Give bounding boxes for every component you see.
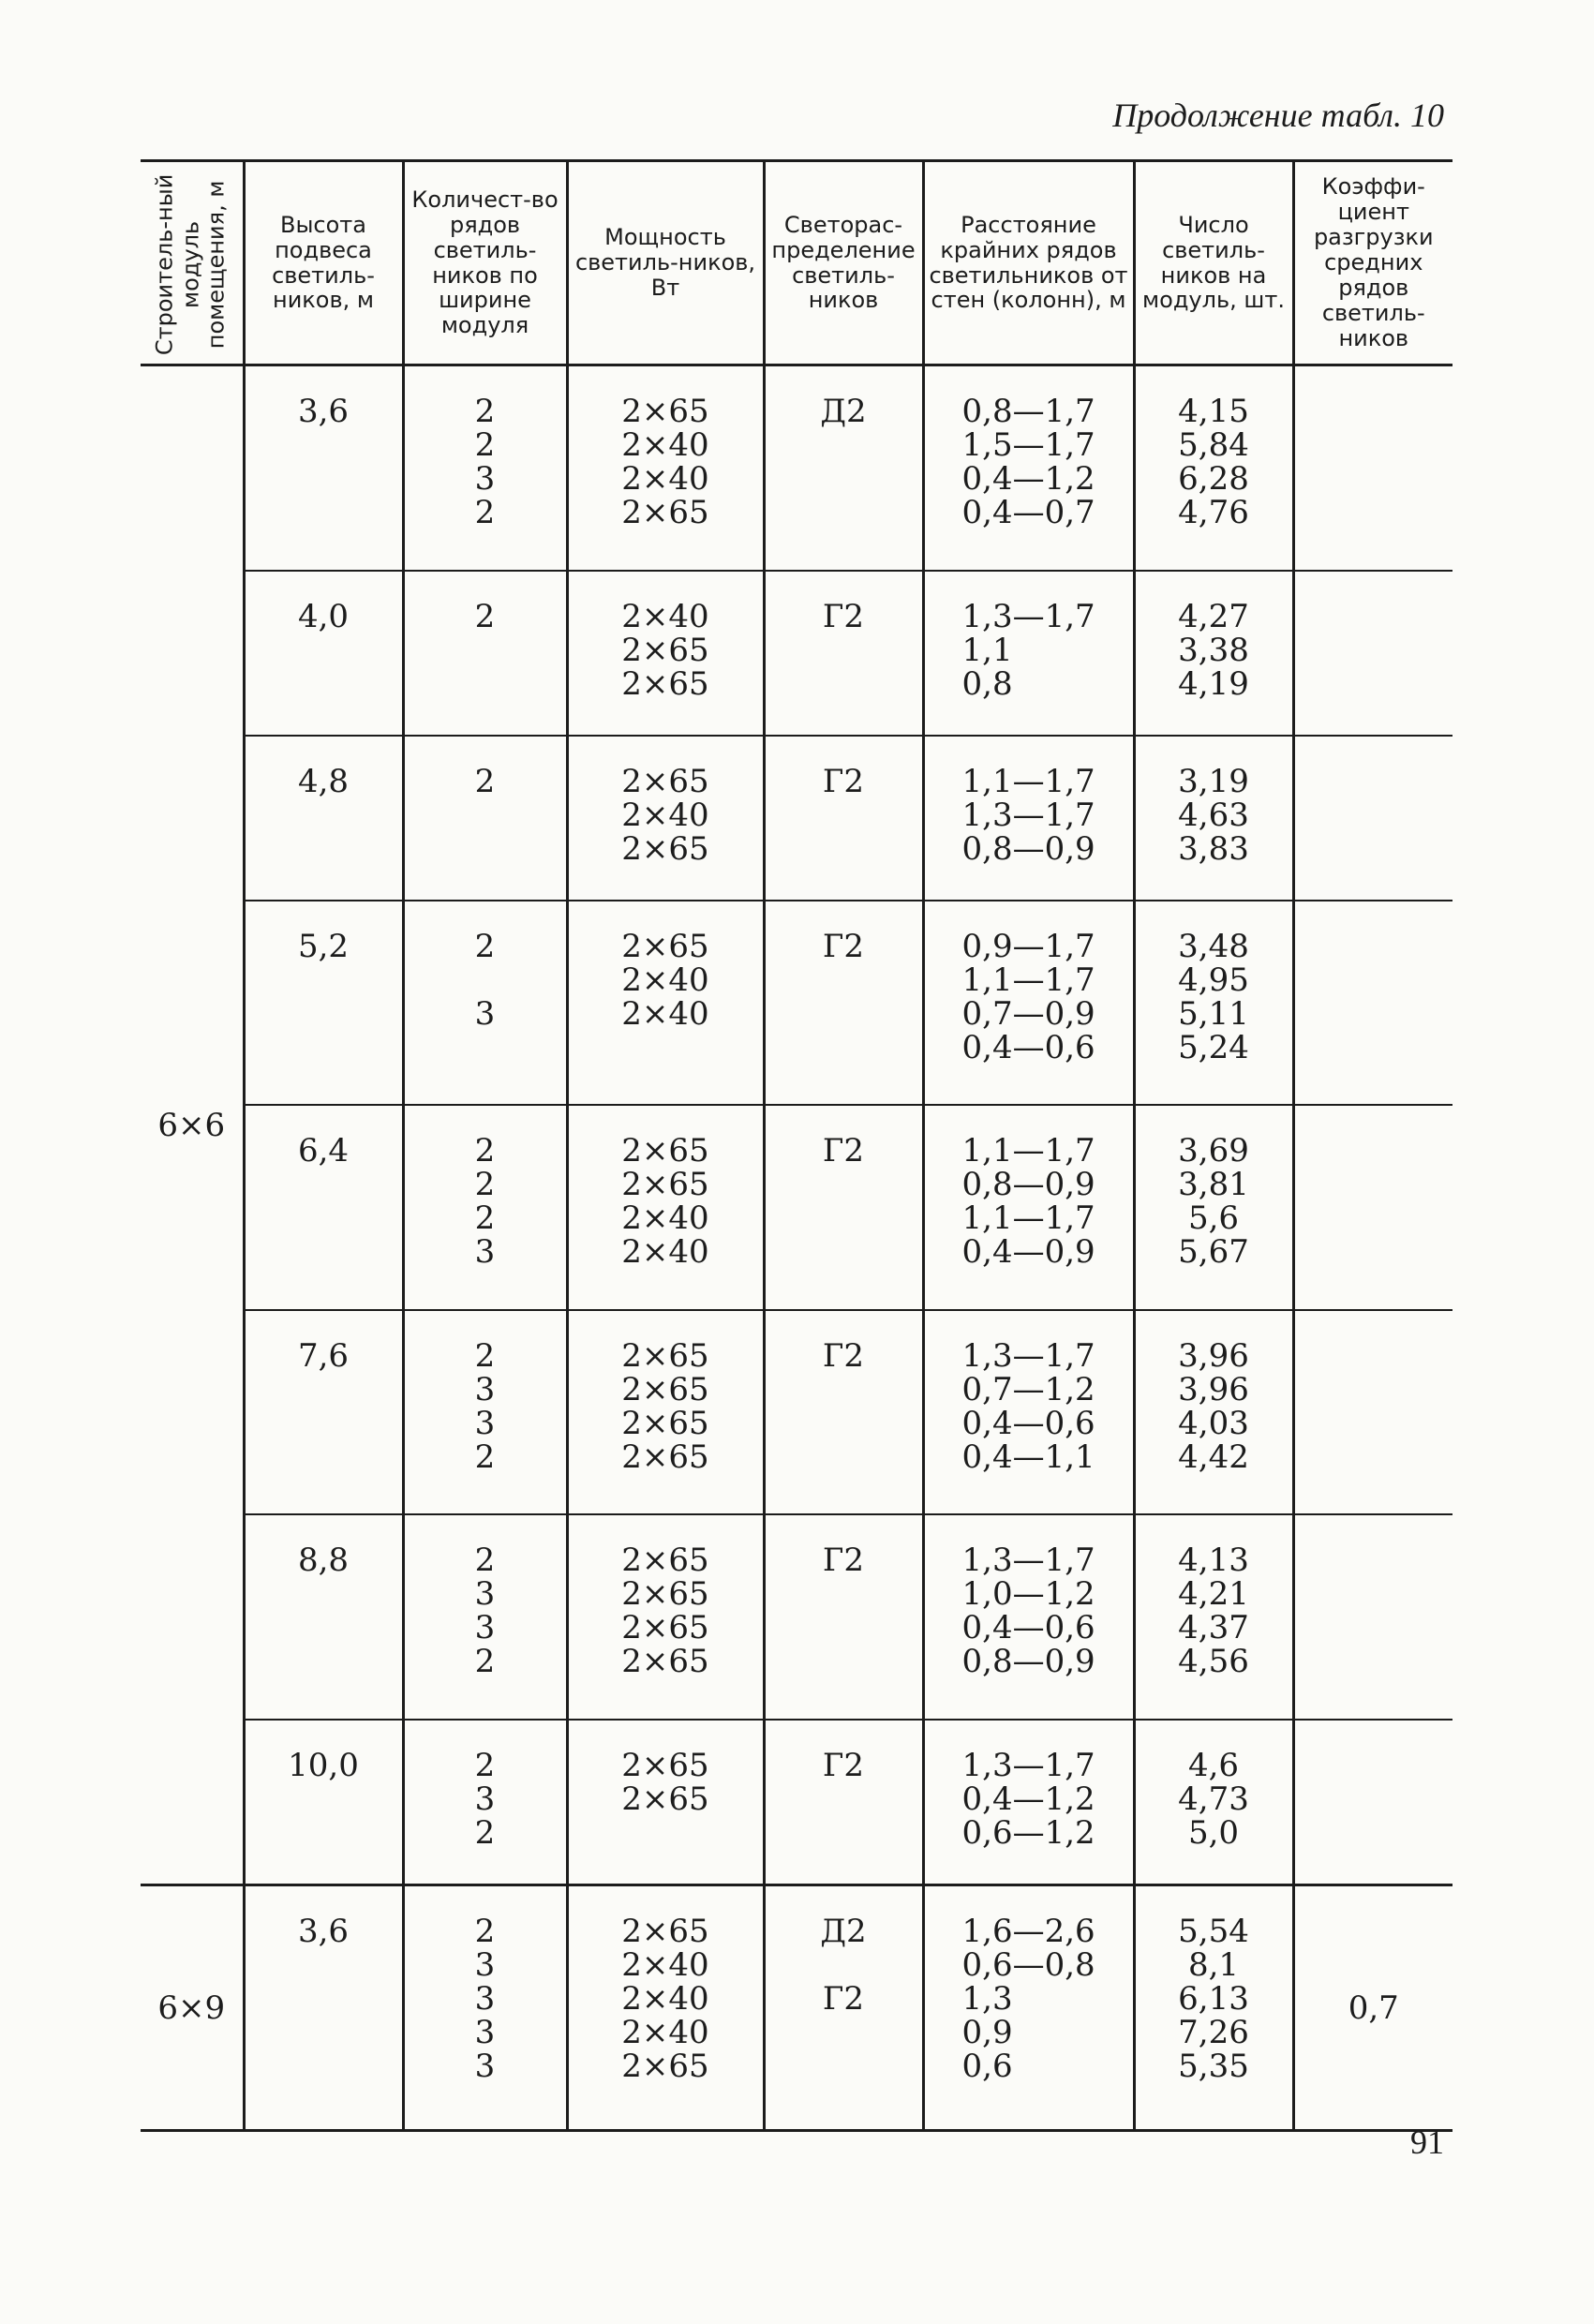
count-cell: 4,27 3,38 4,19: [1134, 571, 1293, 736]
rows-count-cell: 2: [403, 571, 567, 736]
count-cell: 3,96 3,96 4,03 4,42: [1134, 1310, 1293, 1514]
header-rows-count: Количест-во рядов светиль-ников по ширине модуля: [403, 161, 567, 365]
page-number: 91: [1410, 2123, 1444, 2161]
rows-count-cell: 2 3 3 2: [403, 1514, 567, 1719]
power-cell: 2×65 2×65: [567, 1720, 764, 1885]
coefficient-cell: [1293, 365, 1452, 571]
count-cell: 4,6 4,73 5,0: [1134, 1720, 1293, 1885]
distance-cell: 1,1—1,7 0,8—0,9 1,1—1,7 0,4—0,9: [923, 1105, 1134, 1309]
header-distribution: Светорас-пределение светиль-ников: [764, 161, 923, 365]
height-cell: 8,8: [244, 1514, 403, 1719]
header-distance: Расстояние крайних рядов светильников от стен (колонн), м: [923, 161, 1134, 365]
header-module: Строитель-ный модуль помещения, м: [141, 161, 244, 365]
rows-count-cell: 2 3: [403, 901, 567, 1105]
count-cell: 4,15 5,84 6,28 4,76: [1134, 365, 1293, 571]
power-cell: 2×65 2×40 2×65: [567, 736, 764, 901]
count-cell: 3,19 4,63 3,83: [1134, 736, 1293, 901]
coefficient-cell: [1293, 571, 1452, 736]
rows-count-cell: 2 2 2 3: [403, 1105, 567, 1309]
height-cell: 3,6: [244, 365, 403, 571]
distribution-cell: Г2: [764, 901, 923, 1105]
height-cell: 5,2: [244, 901, 403, 1105]
coefficient-cell: [1293, 1720, 1452, 1885]
table-row: [141, 901, 1452, 1105]
header-row: [141, 161, 1452, 365]
power-cell: 2×65 2×65 2×40 2×40: [567, 1105, 764, 1309]
height-cell: 10,0: [244, 1720, 403, 1885]
power-cell: 2×65 2×40 2×40: [567, 901, 764, 1105]
table-row: [141, 1885, 1452, 2131]
table-caption: Продолжение табл. 10: [1112, 97, 1444, 134]
lighting-table: [141, 159, 1452, 2132]
height-cell: 4,0: [244, 571, 403, 736]
rows-count-cell: 2 3 3 3 3: [403, 1885, 567, 2131]
coefficient-cell: [1293, 1514, 1452, 1719]
rows-count-cell: 2: [403, 736, 567, 901]
distribution-cell: Г2: [764, 1514, 923, 1719]
table-row: [141, 1514, 1452, 1719]
power-cell: 2×65 2×65 2×65 2×65: [567, 1310, 764, 1514]
rows-count-cell: 2 3 3 2: [403, 1310, 567, 1514]
distance-cell: 1,3—1,7 0,4—1,2 0,6—1,2: [923, 1720, 1134, 1885]
table-row: [141, 571, 1452, 736]
rows-count-cell: 2 3 2: [403, 1720, 567, 1885]
table-row: [141, 736, 1452, 901]
count-cell: 5,54 8,1 6,13 7,26 5,35: [1134, 1885, 1293, 2131]
power-cell: 2×40 2×65 2×65: [567, 571, 764, 736]
header-height: Высота подвеса светиль-ников, м: [244, 161, 403, 365]
rows-count-cell: 2 2 3 2: [403, 365, 567, 571]
height-cell: 4,8: [244, 736, 403, 901]
power-cell: 2×65 2×65 2×65 2×65: [567, 1514, 764, 1719]
distance-cell: 1,1—1,7 1,3—1,7 0,8—0,9: [923, 736, 1134, 901]
distance-cell: 0,8—1,7 1,5—1,7 0,4—1,2 0,4—0,7: [923, 365, 1134, 571]
table-row: [141, 1720, 1452, 1885]
coefficient-cell: [1293, 1310, 1452, 1514]
table-row: [141, 365, 1452, 571]
distance-cell: 1,3—1,7 0,7—1,2 0,4—0,6 0,4—1,1: [923, 1310, 1134, 1514]
distance-cell: 1,3—1,7 1,1 0,8: [923, 571, 1134, 736]
distance-cell: 1,3—1,7 1,0—1,2 0,4—0,6 0,8—0,9: [923, 1514, 1134, 1719]
header-count: Число светиль-ников на модуль, шт.: [1134, 161, 1293, 365]
header-power: Мощность светиль-ников, Вт: [567, 161, 764, 365]
coefficient-cell: [1293, 736, 1452, 901]
distribution-cell: Г2: [764, 1310, 923, 1514]
distance-cell: 1,6—2,6 0,6—0,8 1,3 0,9 0,6: [923, 1885, 1134, 2131]
power-cell: 2×65 2×40 2×40 2×65: [567, 365, 764, 571]
module-cell: 6×9: [141, 1885, 244, 2131]
distribution-cell: Г2: [764, 736, 923, 901]
module-cell: 6×6: [141, 365, 244, 1885]
table-row: [141, 1310, 1452, 1514]
count-cell: 3,69 3,81 5,6 5,67: [1134, 1105, 1293, 1309]
height-cell: 6,4: [244, 1105, 403, 1309]
distribution-cell: Г2: [764, 1105, 923, 1309]
distribution-cell: Г2: [764, 571, 923, 736]
distribution-cell: Д2 Г2: [764, 1885, 923, 2131]
height-cell: 3,6: [244, 1885, 403, 2131]
distribution-cell: Г2: [764, 1720, 923, 1885]
header-coefficient: Коэффи-циент разгрузки средних рядов светиль-ников: [1293, 161, 1452, 365]
distribution-cell: Д2: [764, 365, 923, 571]
power-cell: 2×65 2×40 2×40 2×40 2×65: [567, 1885, 764, 2131]
count-cell: 3,48 4,95 5,11 5,24: [1134, 901, 1293, 1105]
coefficient-cell: 0,7: [1293, 1885, 1452, 2131]
coefficient-cell: [1293, 1105, 1452, 1309]
table-row: [141, 1105, 1452, 1309]
height-cell: 7,6: [244, 1310, 403, 1514]
coefficient-cell: [1293, 901, 1452, 1105]
distance-cell: 0,9—1,7 1,1—1,7 0,7—0,9 0,4—0,6: [923, 901, 1134, 1105]
count-cell: 4,13 4,21 4,37 4,56: [1134, 1514, 1293, 1719]
